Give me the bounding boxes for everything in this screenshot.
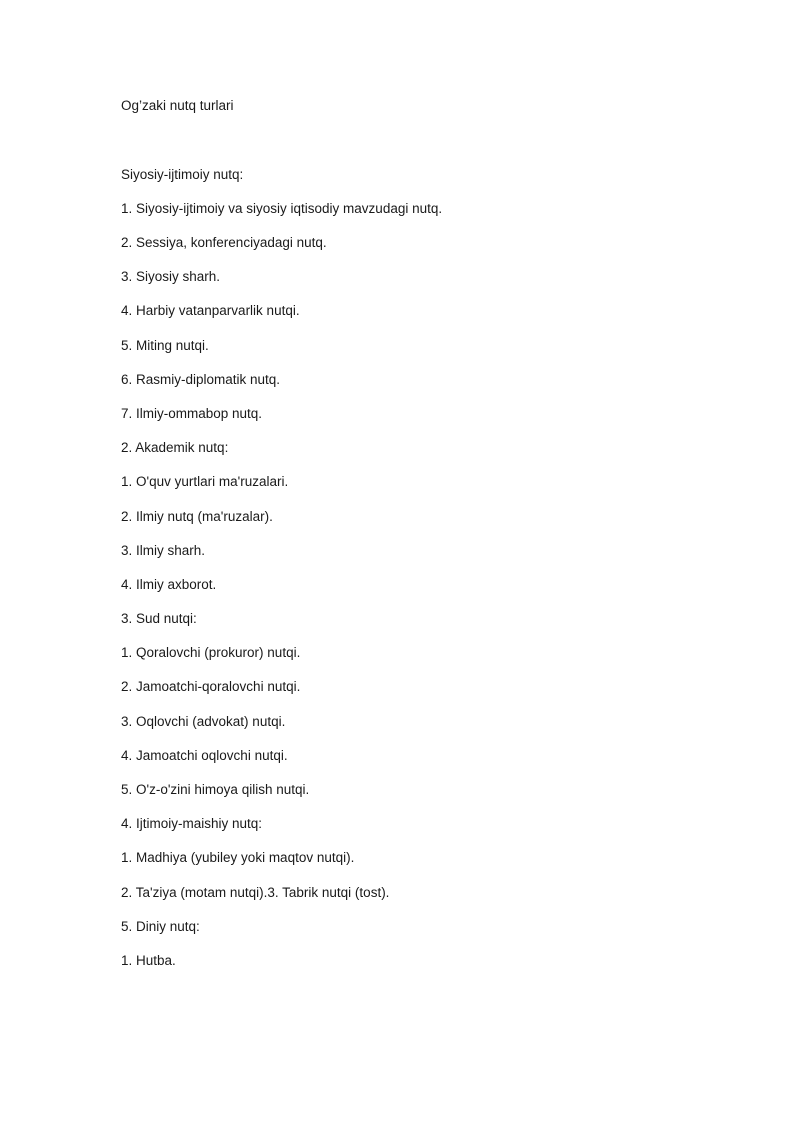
list-item: 3. Ilmiy sharh.	[121, 543, 206, 558]
list-item: 1. O'quv yurtlari ma'ruzalari.	[121, 474, 289, 489]
section-heading: Siyosiy-ijtimoiy nutq:	[121, 167, 244, 182]
list-item: 4. Ilmiy axborot.	[121, 577, 217, 592]
list-item: 2. Ilmiy nutq (ma'ruzalar).	[121, 509, 273, 524]
section-heading: 2. Akademik nutq:	[121, 440, 229, 455]
list-item: 2. Sessiya, konferenciyadagi nutq.	[121, 235, 327, 250]
section-heading: 5. Diniy nutq:	[121, 919, 200, 934]
list-item: 4. Harbiy vatanparvarlik nutqi.	[121, 303, 300, 318]
list-item: 1. Hutba.	[121, 953, 176, 968]
list-item: 2. Ta'ziya (motam nutqi).3. Tabrik nutqi (tost).	[121, 885, 390, 900]
document-title: Og’zaki nutq turlari	[121, 98, 234, 113]
list-item: 7. Ilmiy-ommabop nutq.	[121, 406, 263, 421]
list-item: 5. O'z-o'zini himoya qilish nutqi.	[121, 782, 310, 797]
section-heading: 4. Ijtimoiy-maishiy nutq:	[121, 816, 263, 831]
list-item: 5. Miting nutqi.	[121, 338, 209, 353]
list-item: 3. Oqlovchi (advokat) nutqi.	[121, 714, 286, 729]
list-item: 3. Siyosiy sharh.	[121, 269, 221, 284]
list-item: 6. Rasmiy-diplomatik nutq.	[121, 372, 281, 387]
list-item: 2. Jamoatchi-qoralovchi nutqi.	[121, 679, 301, 694]
section-heading: 3. Sud nutqi:	[121, 611, 197, 626]
list-item: 1. Siyosiy-ijtimoiy va siyosiy iqtisodiy mavzudagi nutq.	[121, 201, 443, 216]
list-item: 4. Jamoatchi oqlovchi nutqi.	[121, 748, 288, 763]
list-item: 1. Qoralovchi (prokuror) nutqi.	[121, 645, 301, 660]
list-item: 1. Madhiya (yubiley yoki maqtov nutqi).	[121, 850, 355, 865]
